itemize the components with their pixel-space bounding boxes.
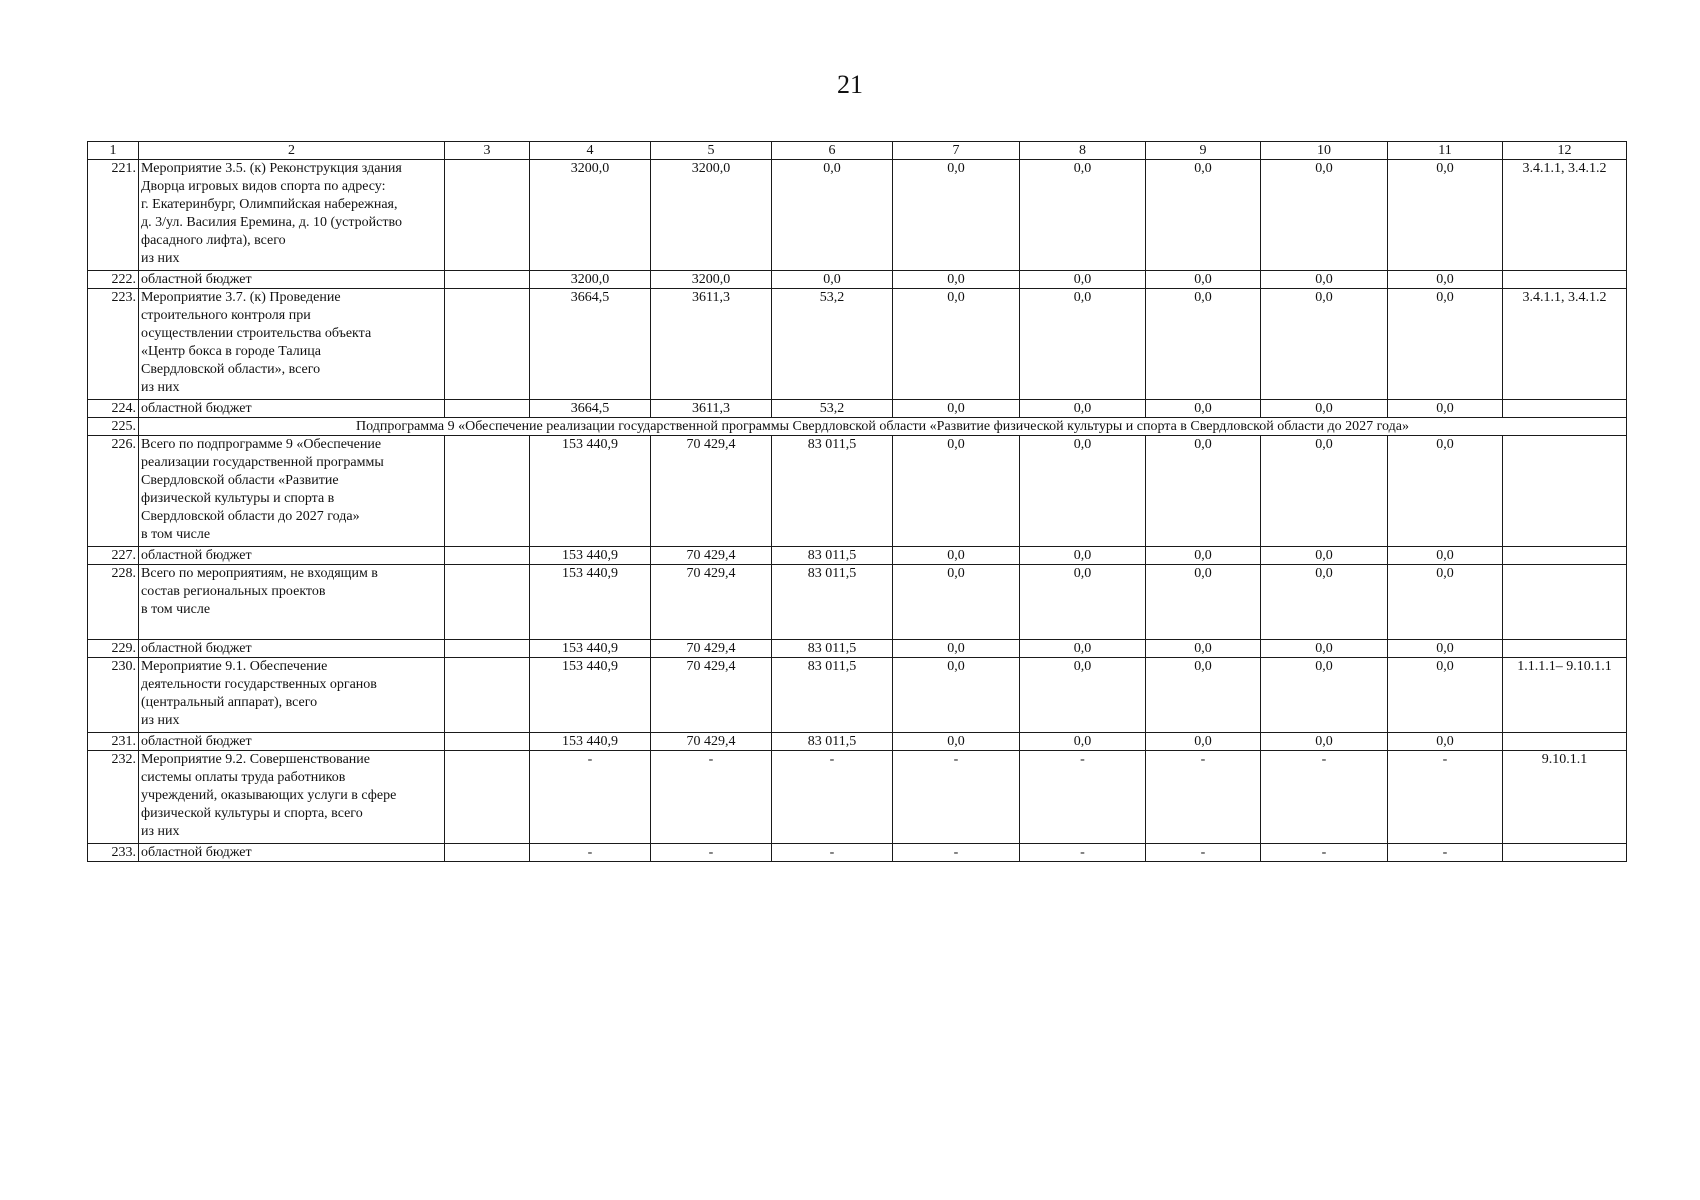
value-cell-6: 53,2: [772, 400, 893, 418]
value-cell-7: 0,0: [893, 733, 1020, 751]
description-line: осуществлении строительства объекта: [141, 326, 372, 341]
value-cell-3: [445, 289, 530, 400]
value-cell-8: -: [1020, 844, 1146, 862]
value-cell-8: 0,0: [1020, 733, 1146, 751]
row-number: 230.: [88, 658, 139, 733]
table-row: [88, 565, 1627, 640]
value-cell-4: 153 440,9: [530, 733, 651, 751]
value-cell-5: 3200,0: [651, 271, 772, 289]
description-line: Свердловской области до 2027 года»: [141, 509, 360, 524]
target-indicator-cell: 3.4.1.1, 3.4.1.2: [1503, 160, 1627, 271]
row-number: 232.: [88, 751, 139, 844]
value-cell-10: 0,0: [1261, 640, 1388, 658]
value-cell-9: 0,0: [1146, 289, 1261, 400]
header-col-5: 5: [651, 142, 772, 160]
value-cell-5: 70 429,4: [651, 565, 772, 640]
value-cell-11: -: [1388, 844, 1503, 862]
description-line: из них: [141, 380, 180, 395]
value-cell-5: 70 429,4: [651, 547, 772, 565]
header-row: [88, 142, 1627, 160]
description-line: из них: [141, 713, 180, 728]
page-number: 21: [837, 70, 863, 99]
value-cell-7: 0,0: [893, 271, 1020, 289]
value-cell-4: 153 440,9: [530, 436, 651, 547]
value-cell-4: 3200,0: [530, 271, 651, 289]
header-col-6: 6: [772, 142, 893, 160]
table-row: [88, 160, 1627, 271]
value-cell-6: -: [772, 751, 893, 844]
value-cell-3: [445, 547, 530, 565]
description-line: д. 3/ул. Василия Еремина, д. 10 (устройство: [141, 215, 403, 230]
description-line: Мероприятие 3.5. (к) Реконструкция здания: [141, 161, 402, 176]
value-cell-11: 0,0: [1388, 436, 1503, 547]
description-line: Мероприятие 9.2. Совершенствование: [141, 752, 370, 767]
row-number: 229.: [88, 640, 139, 658]
target-indicator-cell: [1503, 844, 1627, 862]
row-description: [139, 751, 445, 844]
description-line: состав региональных проектов: [141, 584, 326, 599]
value-cell-6: 83 011,5: [772, 658, 893, 733]
row-number: 224.: [88, 400, 139, 418]
value-cell-7: 0,0: [893, 160, 1020, 271]
value-cell-7: 0,0: [893, 658, 1020, 733]
header-col-9: 9: [1146, 142, 1261, 160]
value-cell-10: 0,0: [1261, 160, 1388, 271]
header-col-8: 8: [1020, 142, 1146, 160]
value-cell-10: 0,0: [1261, 271, 1388, 289]
description-line: областной бюджет: [141, 548, 252, 563]
value-cell-5: -: [651, 844, 772, 862]
value-cell-8: 0,0: [1020, 400, 1146, 418]
value-cell-10: 0,0: [1261, 400, 1388, 418]
value-cell-6: 0,0: [772, 271, 893, 289]
row-number: 231.: [88, 733, 139, 751]
row-description: [139, 400, 445, 418]
target-indicator-cell: [1503, 640, 1627, 658]
value-cell-9: 0,0: [1146, 271, 1261, 289]
value-cell-8: 0,0: [1020, 160, 1146, 271]
value-cell-4: 153 440,9: [530, 640, 651, 658]
row-description: [139, 640, 445, 658]
value-cell-3: [445, 640, 530, 658]
description-line: областной бюджет: [141, 401, 252, 416]
header-col-12: 12: [1503, 142, 1627, 160]
value-cell-5: 3611,3: [651, 400, 772, 418]
value-cell-9: 0,0: [1146, 658, 1261, 733]
description-line: Мероприятие 9.1. Обеспечение: [141, 659, 328, 674]
description-line: областной бюджет: [141, 641, 252, 656]
description-line: Свердловской области «Развитие: [141, 473, 339, 488]
value-cell-9: 0,0: [1146, 160, 1261, 271]
description-line: из них: [141, 824, 180, 839]
row-description: [139, 271, 445, 289]
target-indicator-cell: [1503, 733, 1627, 751]
value-cell-9: 0,0: [1146, 733, 1261, 751]
header-col-7: 7: [893, 142, 1020, 160]
target-indicator-cell: [1503, 565, 1627, 640]
value-cell-11: 0,0: [1388, 658, 1503, 733]
target-indicator-cell: 3.4.1.1, 3.4.1.2: [1503, 289, 1627, 400]
value-cell-5: 70 429,4: [651, 640, 772, 658]
row-description: [139, 436, 445, 547]
table-row: [88, 436, 1627, 547]
table-row: [88, 547, 1627, 565]
value-cell-10: -: [1261, 751, 1388, 844]
value-cell-4: 3664,5: [530, 400, 651, 418]
value-cell-8: 0,0: [1020, 565, 1146, 640]
value-cell-7: -: [893, 844, 1020, 862]
value-cell-5: 3200,0: [651, 160, 772, 271]
value-cell-6: 53,2: [772, 289, 893, 400]
value-cell-11: 0,0: [1388, 565, 1503, 640]
description-line: в том числе: [141, 602, 211, 617]
value-cell-3: [445, 844, 530, 862]
value-cell-9: -: [1146, 751, 1261, 844]
value-cell-3: [445, 751, 530, 844]
value-cell-7: 0,0: [893, 565, 1020, 640]
row-description: [139, 658, 445, 733]
value-cell-11: 0,0: [1388, 640, 1503, 658]
description-line: г. Екатеринбург, Олимпийская набережная,: [141, 197, 398, 212]
row-number: 226.: [88, 436, 139, 547]
value-cell-7: -: [893, 751, 1020, 844]
table-row: [88, 640, 1627, 658]
row-number: 225.: [88, 418, 139, 436]
value-cell-10: -: [1261, 844, 1388, 862]
value-cell-9: 0,0: [1146, 400, 1261, 418]
value-cell-5: 70 429,4: [651, 733, 772, 751]
header-col-10: 10: [1261, 142, 1388, 160]
value-cell-5: 3611,3: [651, 289, 772, 400]
row-number: 221.: [88, 160, 139, 271]
target-indicator-cell: 9.10.1.1: [1503, 751, 1627, 844]
target-indicator-cell: [1503, 400, 1627, 418]
value-cell-4: 3200,0: [530, 160, 651, 271]
value-cell-8: 0,0: [1020, 436, 1146, 547]
value-cell-8: 0,0: [1020, 289, 1146, 400]
description-line: Мероприятие 3.7. (к) Проведение: [141, 290, 341, 305]
description-line: физической культуры и спорта в: [141, 491, 335, 506]
value-cell-8: 0,0: [1020, 658, 1146, 733]
table-subheading-row: [88, 418, 1627, 436]
value-cell-7: 0,0: [893, 400, 1020, 418]
value-cell-11: 0,0: [1388, 160, 1503, 271]
table-row: [88, 289, 1627, 400]
value-cell-8: 0,0: [1020, 547, 1146, 565]
value-cell-9: 0,0: [1146, 436, 1261, 547]
header-col-2: 2: [139, 142, 445, 160]
value-cell-6: 83 011,5: [772, 436, 893, 547]
value-cell-8: 0,0: [1020, 271, 1146, 289]
row-description: [139, 289, 445, 400]
header-col-3: 3: [445, 142, 530, 160]
value-cell-11: -: [1388, 751, 1503, 844]
value-cell-6: 83 011,5: [772, 565, 893, 640]
value-cell-3: [445, 565, 530, 640]
row-description: [139, 733, 445, 751]
value-cell-9: 0,0: [1146, 547, 1261, 565]
description-line: областной бюджет: [141, 734, 252, 749]
value-cell-11: 0,0: [1388, 271, 1503, 289]
row-number: 222.: [88, 271, 139, 289]
table-row: [88, 844, 1627, 862]
table-row: [88, 271, 1627, 289]
value-cell-4: -: [530, 844, 651, 862]
description-line: областной бюджет: [141, 845, 252, 860]
description-line: (центральный аппарат), всего: [141, 695, 318, 710]
table-row: [88, 400, 1627, 418]
value-cell-6: 83 011,5: [772, 547, 893, 565]
row-number: 228.: [88, 565, 139, 640]
description-line: областной бюджет: [141, 272, 252, 287]
target-indicator-cell: [1503, 271, 1627, 289]
value-cell-5: 70 429,4: [651, 658, 772, 733]
value-cell-5: 70 429,4: [651, 436, 772, 547]
row-number: 223.: [88, 289, 139, 400]
value-cell-10: 0,0: [1261, 658, 1388, 733]
value-cell-3: [445, 400, 530, 418]
target-indicator-cell: 1.1.1.1– 9.10.1.1: [1503, 658, 1627, 733]
value-cell-9: -: [1146, 844, 1261, 862]
row-description: [139, 844, 445, 862]
header-col-1: 1: [88, 142, 139, 160]
description-line: Всего по мероприятиям, не входящим в: [141, 566, 378, 581]
description-line: в том числе: [141, 527, 211, 542]
value-cell-4: 3664,5: [530, 289, 651, 400]
value-cell-10: 0,0: [1261, 436, 1388, 547]
value-cell-9: 0,0: [1146, 640, 1261, 658]
subprogram-heading: Подпрограмма 9 «Обеспечение реализации государственной программы Свердловской области «Развитие физической культуры и спорта в Свердловской области до 2027 года»: [139, 418, 1627, 436]
value-cell-11: 0,0: [1388, 547, 1503, 565]
description-line: реализации государственной программы: [141, 455, 384, 470]
value-cell-7: 0,0: [893, 547, 1020, 565]
value-cell-7: 0,0: [893, 436, 1020, 547]
value-cell-3: [445, 160, 530, 271]
table-row: [88, 751, 1627, 844]
description-line: Дворца игровых видов спорта по адресу:: [141, 179, 386, 194]
value-cell-4: 153 440,9: [530, 658, 651, 733]
description-line: физической культуры и спорта, всего: [141, 806, 363, 821]
table-row: [88, 733, 1627, 751]
description-line: Всего по подпрограмме 9 «Обеспечение: [141, 437, 382, 452]
target-indicator-cell: [1503, 436, 1627, 547]
value-cell-11: 0,0: [1388, 289, 1503, 400]
value-cell-10: 0,0: [1261, 565, 1388, 640]
budget-table: [87, 141, 1627, 862]
description-line: из них: [141, 251, 180, 266]
value-cell-10: 0,0: [1261, 289, 1388, 400]
description-line: учреждений, оказывающих услуги в сфере: [141, 788, 397, 803]
table-body: [88, 160, 1627, 862]
row-description: [139, 547, 445, 565]
value-cell-8: 0,0: [1020, 640, 1146, 658]
value-cell-7: 0,0: [893, 640, 1020, 658]
target-indicator-cell: [1503, 547, 1627, 565]
value-cell-3: [445, 436, 530, 547]
table-row: [88, 658, 1627, 733]
value-cell-3: [445, 658, 530, 733]
row-number: 227.: [88, 547, 139, 565]
row-description: [139, 160, 445, 271]
value-cell-4: -: [530, 751, 651, 844]
value-cell-11: 0,0: [1388, 733, 1503, 751]
description-line: системы оплаты труда работников: [141, 770, 346, 785]
description-line: строительного контроля при: [141, 308, 311, 323]
value-cell-11: 0,0: [1388, 400, 1503, 418]
row-description: [139, 565, 445, 640]
value-cell-5: -: [651, 751, 772, 844]
description-line: фасадного лифта), всего: [141, 233, 286, 248]
value-cell-3: [445, 271, 530, 289]
value-cell-8: -: [1020, 751, 1146, 844]
header-col-4: 4: [530, 142, 651, 160]
value-cell-7: 0,0: [893, 289, 1020, 400]
value-cell-6: 83 011,5: [772, 640, 893, 658]
value-cell-10: 0,0: [1261, 547, 1388, 565]
value-cell-9: 0,0: [1146, 565, 1261, 640]
value-cell-3: [445, 733, 530, 751]
description-line: Свердловской области», всего: [141, 362, 321, 377]
row-number: 233.: [88, 844, 139, 862]
value-cell-10: 0,0: [1261, 733, 1388, 751]
value-cell-4: 153 440,9: [530, 565, 651, 640]
description-line: «Центр бокса в городе Талица: [141, 344, 321, 359]
value-cell-4: 153 440,9: [530, 547, 651, 565]
value-cell-6: 0,0: [772, 160, 893, 271]
header-col-11: 11: [1388, 142, 1503, 160]
value-cell-6: -: [772, 844, 893, 862]
value-cell-6: 83 011,5: [772, 733, 893, 751]
description-line: деятельности государственных органов: [141, 677, 377, 692]
